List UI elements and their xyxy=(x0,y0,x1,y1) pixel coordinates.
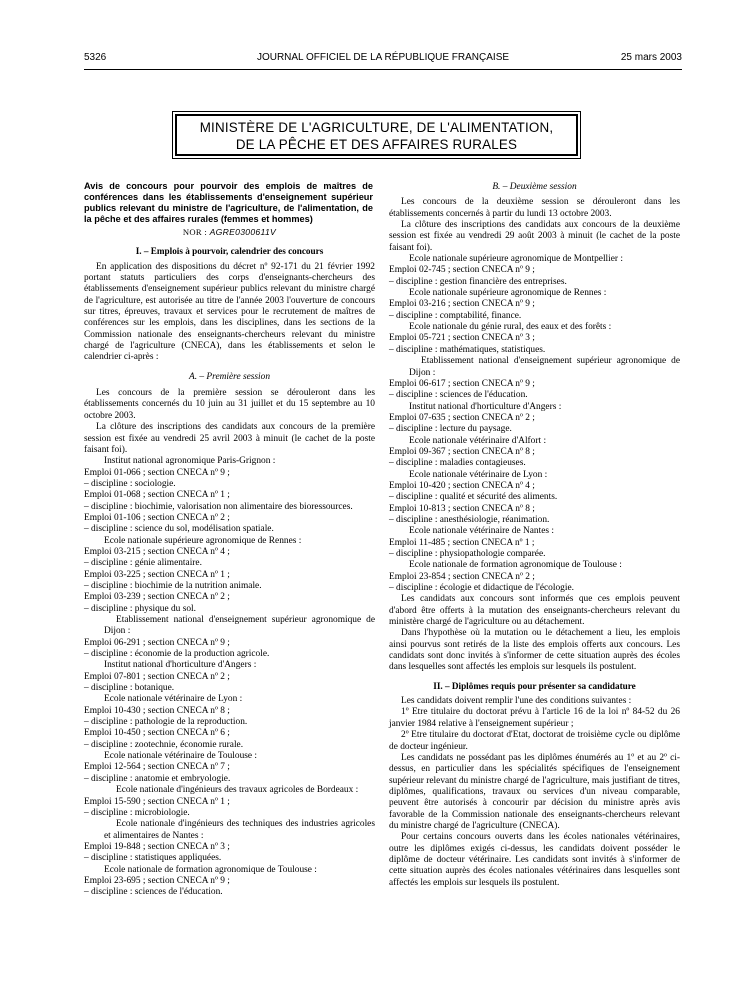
discipline-line: – discipline : mathématiques, statistiques. xyxy=(389,344,546,355)
position-line: Emploi 09-367 ; section CNECA nº 8 ; xyxy=(389,446,535,457)
publication-date: 25 mars 2003 xyxy=(620,52,682,63)
school-name: Ecole nationale vétérinaire de Lyon : xyxy=(104,694,243,705)
discipline-line: – discipline : physiopathologie comparée. xyxy=(389,549,546,559)
ministry-line-2: DE LA PÊCHE ET DES AFFAIRES RURALES xyxy=(235,137,518,152)
position-line: Emploi 19-848 ; section CNECA nº 3 ; xyxy=(84,841,230,852)
school-name: Ecole nationale vétérinaire de Nantes : xyxy=(409,526,554,537)
position-line: Emploi 23-854 ; section CNECA nº 2 ; xyxy=(389,571,535,582)
session-a-deadline: La clôture des inscriptions des candidats aux concours de la première session est fixée au vendredi 25 avril 2003 à minuit (le cachet de la poste faisant foi). xyxy=(84,422,375,455)
session-a-dates: Les concours de la première session se dérouleront dans les établissements concernés du 10 juin au 31 juillet et du 15 septembre au 10 octobre 2003. xyxy=(84,388,375,421)
session-a-positions-list xyxy=(84,456,375,898)
position-line: Emploi 11-485 ; section CNECA nº 1 ; xyxy=(389,537,535,548)
discipline-line: – discipline : physique du sol. xyxy=(84,603,196,614)
position-line: Emploi 12-564 ; section CNECA nº 7 ; xyxy=(84,762,230,773)
discipline-line: – discipline : sciences de l'éducation. xyxy=(84,887,223,898)
session-b-title: B. – Deuxième session xyxy=(492,182,577,192)
nor-code: AGRE0300611V xyxy=(209,227,277,237)
section-1-title: I. – Emplois à pourvoir, calendrier des concours xyxy=(135,246,324,257)
notice-title: Avis de concours pour pourvoir des emplois de maîtres de conférences dans les établissements d'enseignement supérieur publics relevant du ministre de l'agriculture, de l'alimentation, de la pêche et des affaires rurales (femmes et hommes) xyxy=(84,181,373,224)
discipline-line: – discipline : biochimie de la nutrition animale. xyxy=(84,580,262,591)
condition-2: 2º Etre titulaire du doctorat d'Etat, doctorat de troisième cycle ou diplôme de docteur ingénieur. xyxy=(389,730,680,752)
school-name: Etablissement national d'enseignement supérieur agronomique de Dijon : xyxy=(104,615,375,637)
position-line: Emploi 03-216 ; section CNECA nº 9 ; xyxy=(389,299,535,310)
discipline-line: – discipline : microbiologie. xyxy=(84,807,190,818)
discipline-line: – discipline : pathologie de la reproduction. xyxy=(84,717,248,728)
page-header xyxy=(84,52,682,68)
discipline-line: – discipline : écologie et didactique de l'écologie. xyxy=(389,583,574,594)
veterinary-paragraph: Pour certains concours ouverts dans les écoles nationales vétérinaires, outre les diplômes exigés ci-dessus, les candidats doivent posséder le diplôme de docteur vétérinaire. Les candidats sont invités à s'informer de cette situation auprès des écoles nationales vétérinaires dans lesquelles sont affectés les emplois sur lesquels ils postulent. xyxy=(389,832,680,888)
position-line: Emploi 15-590 ; section CNECA nº 1 ; xyxy=(84,796,230,807)
page-number: 5326 xyxy=(84,52,107,63)
school-name: Ecole nationale de formation agronomique de Toulouse : xyxy=(104,864,317,875)
ministry-line-1: MINISTÈRE DE L'AGRICULTURE, DE L'ALIMENTATION, xyxy=(199,120,554,135)
discipline-line: – discipline : sociologie. xyxy=(84,478,176,489)
session-b-deadline: La clôture des inscriptions des candidats aux concours de la deuxième session est fixée au vendredi 29 août 2003 à minuit (le cachet de la poste faisant foi). xyxy=(389,220,680,253)
discipline-line: – discipline : biochimie, valorisation non alimentaire des bioressources. xyxy=(84,501,353,512)
position-line: Emploi 03-239 ; section CNECA nº 2 ; xyxy=(84,592,230,603)
nor-reference xyxy=(84,227,375,238)
position-line: Emploi 06-291 ; section CNECA nº 9 ; xyxy=(84,637,230,648)
condition-1: 1º Etre titulaire du doctorat prévu à l'article 16 de la loi nº 84-52 du 26 janvier 1984 relative à l'enseignement supérieur ; xyxy=(389,707,680,729)
discipline-line: – discipline : statistiques appliquées. xyxy=(84,853,222,864)
left-column xyxy=(84,181,375,899)
mutation-paragraph: Les candidats aux concours sont informés que ces emplois peuvent d'abord être offerts à la mutation des enseignants-chercheurs relevant du ministère chargé de l'agriculture ou au détachement. xyxy=(389,594,680,628)
header-rule xyxy=(84,69,682,70)
session-b-dates: Les concours de la deuxième session se dérouleront dans les établissements concernés à partir du lundi 13 octobre 2003. xyxy=(389,197,680,219)
school-name: Ecole nationale vétérinaire d'Alfort : xyxy=(409,435,547,446)
position-line: Emploi 10-813 ; section CNECA nº 8 ; xyxy=(389,503,535,514)
position-line: Emploi 07-801 ; section CNECA nº 2 ; xyxy=(84,671,230,682)
position-line: Emploi 03-225 ; section CNECA nº 1 ; xyxy=(84,569,230,580)
equivalence-paragraph: Les candidats ne possédant pas les diplômes énumérés au 1º et au 2º ci-dessus, en particulier dans les spécialités spécifiques de l'enseignement supérieur relevant du ministre chargé de l'agriculture, mais justifiant de titres, diplômes, qualifications, travaux ou services d'un niveau comparable, peuvent être autorisés à concourir par décision du ministre après avis favorable de la Commission nationale des enseignants-chercheurs relevant du ministre chargé de l'agriculture (CNECA). xyxy=(389,752,680,831)
ministry-heading-box xyxy=(175,114,578,156)
session-a-title: A. – Première session xyxy=(188,371,271,382)
nor-label: NOR : xyxy=(182,227,210,237)
discipline-line: – discipline : économie de la production agricole. xyxy=(84,649,270,660)
school-name: Ecole nationale du génie rural, des eaux et des forêts : xyxy=(409,322,612,333)
school-name: Institut national agronomique Paris-Grignon : xyxy=(104,456,276,467)
school-name: Institut national d'horticulture d'Angers : xyxy=(104,660,257,671)
discipline-line: – discipline : gestion financière des entreprises. xyxy=(389,276,567,287)
position-line: Emploi 01-068 ; section CNECA nº 1 ; xyxy=(84,490,230,501)
position-line: Emploi 02-745 ; section CNECA nº 9 ; xyxy=(389,265,535,276)
discipline-line: – discipline : zootechnie, économie rurale. xyxy=(84,739,244,750)
discipline-line: – discipline : science du sol, modélisation spatiale. xyxy=(84,524,274,535)
school-name: Ecole nationale vétérinaire de Toulouse : xyxy=(104,751,258,762)
discipline-line: – discipline : sciences de l'éducation. xyxy=(389,390,528,401)
position-line: Emploi 10-430 ; section CNECA nº 8 ; xyxy=(84,705,230,716)
position-line: Emploi 01-066 ; section CNECA nº 9 ; xyxy=(84,467,230,478)
journal-title: JOURNAL OFFICIEL DE LA RÉPUBLIQUE FRANÇAISE xyxy=(256,52,510,63)
discipline-line: – discipline : qualité et sécurité des aliments. xyxy=(389,492,558,503)
section-2-title: II. – Diplômes requis pour présenter sa candidature xyxy=(433,680,636,691)
position-line: Emploi 07-635 ; section CNECA nº 2 ; xyxy=(389,412,535,423)
school-name: Ecole nationale d'ingénieurs des travaux agricoles de Bordeaux : xyxy=(116,785,359,796)
school-name: Ecole nationale d'ingénieurs des techniques des industries agricoles et alimentaires de Nantes : xyxy=(104,819,375,841)
school-name: Ecole nationale supérieure agronomique de Rennes : xyxy=(409,288,607,299)
position-line: Emploi 01-106 ; section CNECA nº 2 ; xyxy=(84,512,230,523)
position-line: Emploi 03-215 ; section CNECA nº 4 ; xyxy=(84,546,230,557)
conditions-intro: Les candidats doivent remplir l'une des conditions suivantes : xyxy=(401,696,632,707)
discipline-line: – discipline : lecture du paysage. xyxy=(389,424,512,435)
school-name: Ecole nationale supérieure agronomique de Montpellier : xyxy=(409,254,623,265)
discipline-line: – discipline : anesthésiologie, réanimation. xyxy=(389,514,550,525)
position-line: Emploi 06-617 ; section CNECA nº 9 ; xyxy=(389,378,535,389)
position-line: Emploi 10-420 ; section CNECA nº 4 ; xyxy=(389,480,535,491)
discipline-line: – discipline : anatomie et embryologie. xyxy=(84,773,231,784)
right-column xyxy=(389,182,680,889)
school-name: Institut national d'horticulture d'Angers : xyxy=(409,401,562,412)
discipline-line: – discipline : comptabilité, finance. xyxy=(389,310,522,321)
school-name: Ecole nationale supérieure agronomique de Rennes : xyxy=(104,535,302,546)
school-name: Etablissement national d'enseignement supérieur agronomique de Dijon : xyxy=(409,356,680,378)
section-1-paragraph: En application des dispositions du décret nº 92-171 du 21 février 1992 portant statuts particuliers des corps d'enseignants-chercheurs des établissements d'enseignement supérieur publics relevant du ministre chargé de l'agriculture, est autorisée au titre de l'année 2003 l'ouverture de concours sur titres, épreuves, travaux et services pour le recrutement de maîtres de conférences sur les emplois, dans les disciplines, dans les sections de la Commission nationale des enseignants-chercheurs relevant du ministre chargé de l'agriculture (CNECA), dans les établissements et selon le calendrier ci-après : xyxy=(84,261,375,363)
position-line: Emploi 10-450 ; section CNECA nº 6 ; xyxy=(84,728,230,739)
school-name: Ecole nationale de formation agronomique de Toulouse : xyxy=(409,560,622,571)
position-line: Emploi 05-721 ; section CNECA nº 3 ; xyxy=(389,333,535,344)
school-name: Ecole nationale vétérinaire de Lyon : xyxy=(409,469,548,480)
discipline-line: – discipline : génie alimentaire. xyxy=(84,558,202,569)
discipline-line: – discipline : botanique. xyxy=(84,683,175,694)
session-b-positions-list xyxy=(389,254,680,594)
hypothesis-paragraph: Dans l'hypothèse où la mutation ou le détachement a lieu, les emplois ainsi pourvus sont retirés de la liste des emplois offerts aux concours. Les candidats sont donc invités à s'informer de cette situation auprès des écoles dans lesquelles sont affectés les emplois sur lesquels ils postulent. xyxy=(389,628,680,673)
discipline-line: – discipline : maladies contagieuses. xyxy=(389,458,526,469)
position-line: Emploi 23-695 ; section CNECA nº 9 ; xyxy=(84,875,230,886)
